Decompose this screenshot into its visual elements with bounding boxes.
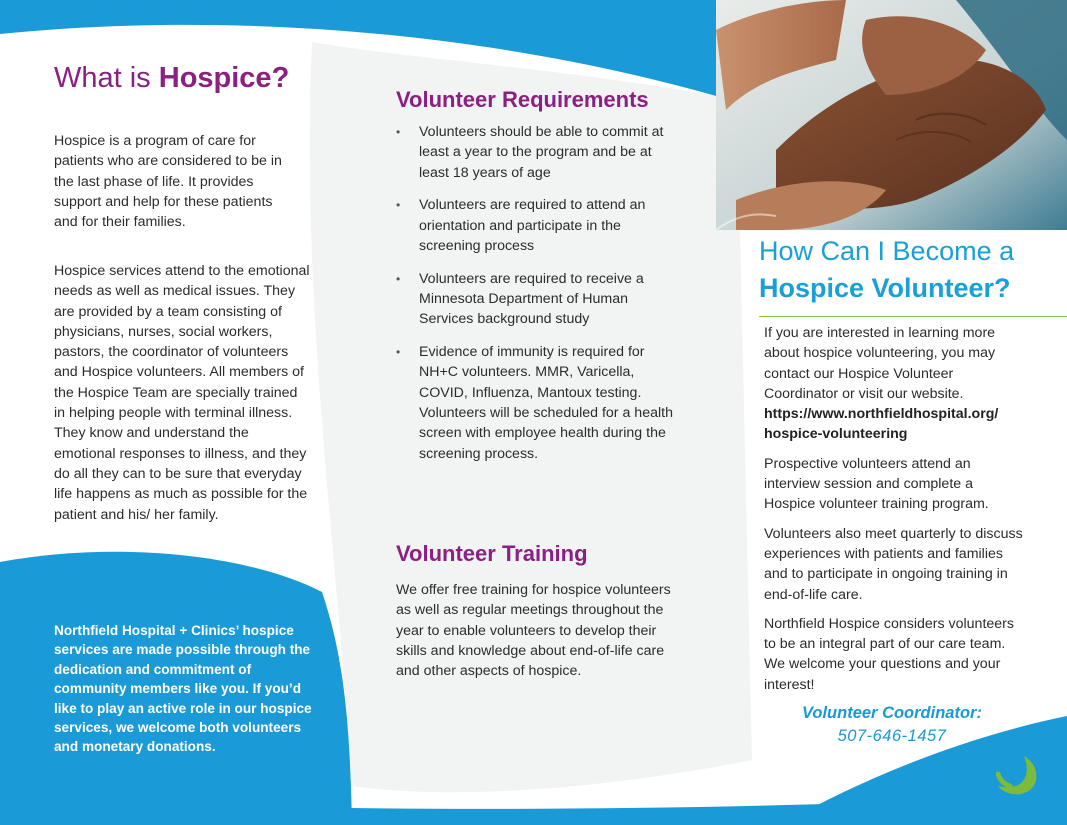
become-volunteer-body	[764, 323, 1024, 704]
volunteer-training-paragraph: We offer free training for hospice volunteers as well as regular meetings throughout the year to enable volunteers to develop their skills and knowledge about end-of-life care and other aspects of hospice.	[396, 582, 671, 680]
hospice-services-paragraph: Hospice services attend to the emotional needs as well as medical issues. They are provided by a team consisting of physicians, nurses, social workers, pastors, the coordinator of volunteers and Hospice volunteers. All members of the Hospice Team are specially trained in helping people with terminal illness. They know and understand the emotional responses to illness, and they do all they can to be sure that everyday life happens as much as possible for the patient and his/ her family.	[54, 263, 310, 523]
hands-photo	[716, 0, 1067, 230]
become-volunteer-title: How Can I Become a Hospice Volunteer?	[759, 236, 1015, 303]
requirement-item: • Volunteers should be able to commit at least a year to the program and be at least 18 years of age	[396, 122, 678, 183]
what-is-hospice-title: What is Hospice?	[54, 62, 290, 94]
donation-note: Northfield Hospital + Clinics’ hospice services are made possible through the dedication and commitment of community members like you. If you’d like to play an active role in our hospice services, we welcome both volunteers and monetary donations.	[54, 623, 312, 755]
requirement-item: • Evidence of immunity is required for NH+C volunteers. MMR, Varicella, COVID, Influenza, Mantoux testing. Volunteers will be scheduled for a health screen with employee health during the screening process.	[396, 342, 678, 464]
coordinator-phone[interactable]: 507-646-1457	[837, 727, 947, 745]
green-divider	[759, 316, 1067, 317]
volunteer-coordinator	[764, 702, 1020, 748]
volunteer-training-title: Volunteer Training	[396, 541, 588, 566]
contact-paragraph: If you are interested in learning more about hospice volunteering, you may contact our Hospice Volunteer Coordinator or visit our website. https://www.northfieldhospital.org/ hospice-volunteering	[764, 325, 999, 443]
website-link[interactable]: https://www.northfieldhospital.org/ hospice-volunteering	[764, 406, 999, 443]
integral-part-paragraph: Northfield Hospice considers volunteers to be an integral part of our care team. We welcome your questions and your interest!	[764, 615, 1014, 693]
northfield-logo-icon	[996, 752, 1042, 798]
interview-paragraph: Prospective volunteers attend an interview session and complete a Hospice volunteer training program.	[764, 455, 989, 513]
volunteer-requirements-title: Volunteer Requirements	[396, 87, 649, 112]
hospice-definition-paragraph: Hospice is a program of care for patients who are considered to be in the last phase of life. It provides support and help for these patients and for their families.	[54, 133, 282, 231]
requirement-item: • Volunteers are required to attend an orientation and participate in the screening process	[396, 195, 678, 256]
coordinator-label: Volunteer Coordinator:	[802, 704, 982, 722]
requirement-item: • Volunteers are required to receive a Minnesota Department of Human Services background study	[396, 269, 678, 330]
requirements-list	[396, 122, 678, 476]
quarterly-meetings-paragraph: Volunteers also meet quarterly to discuss experiences with patients and families and to participate in ongoing training in end-of-life care.	[764, 525, 1023, 603]
